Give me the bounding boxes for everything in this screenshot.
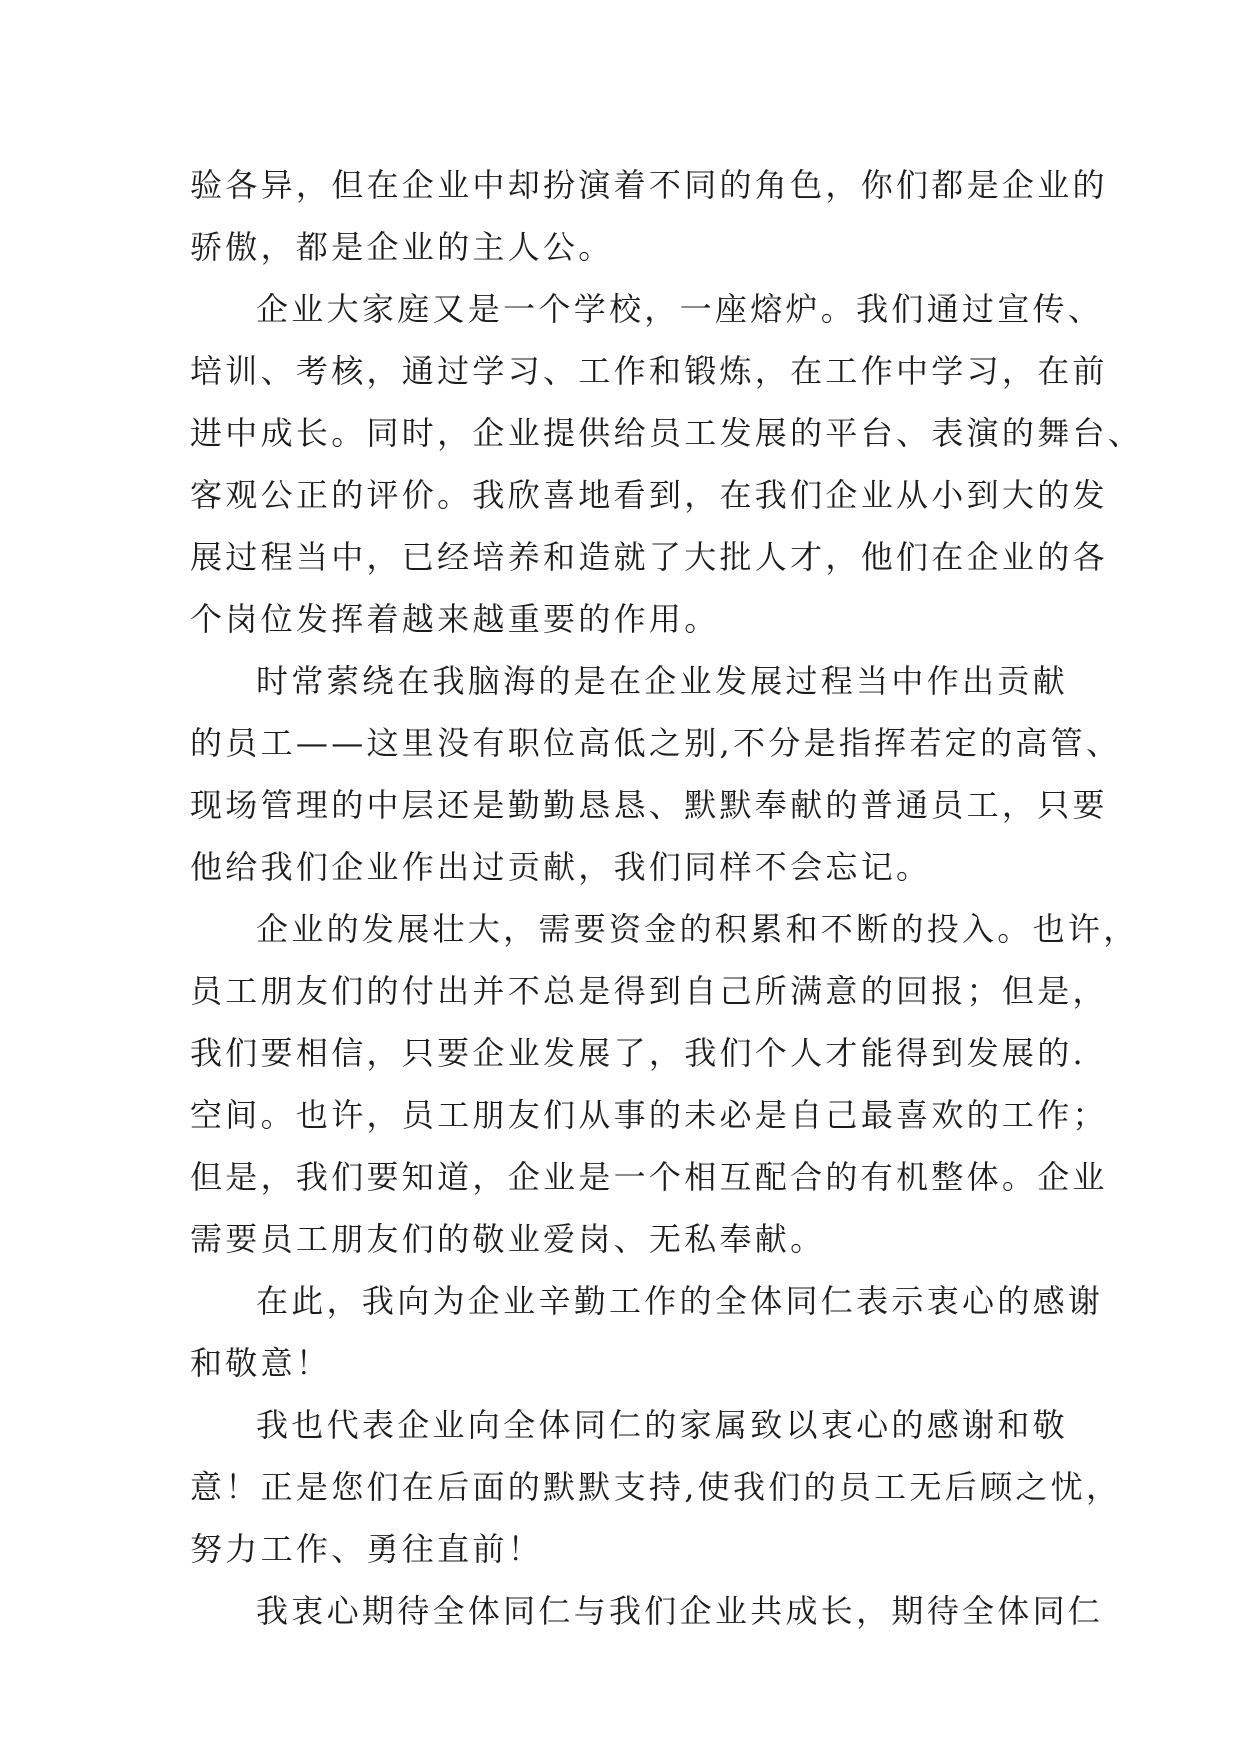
text-line: 的员工——这里没有职位高低之别,不分是指挥若定的高管、: [190, 724, 1122, 762]
paragraph-first-line: 企业大家庭又是一个学校，一座熔炉。我们通过宣传、: [256, 290, 1104, 328]
paragraph-first-line: 我衷心期待全体同仁与我们企业共成长，期待全体同仁: [256, 1592, 1104, 1630]
text-line: 我们要相信，只要企业发展了，我们个人才能得到发展的.: [190, 1034, 1086, 1072]
paragraph-first-line: 企业的发展壮大，需要资金的积累和不断的投入。也许，: [256, 910, 1139, 948]
text-line: 现场管理的中层还是勤勤恳恳、默默奉献的普通员工，只要: [190, 786, 1108, 824]
text-line: 展过程当中，已经培养和造就了大批人才，他们在企业的各: [190, 538, 1108, 576]
document-body: [190, 154, 1144, 1642]
text-line: 进中成长。同时，企业提供给员工发展的平台、表演的舞台、: [190, 414, 1144, 452]
text-line: 空间。也许，员工朋友们从事的未必是自己最喜欢的工作；: [190, 1096, 1108, 1134]
text-line: 培训、考核，通过学习、工作和锻炼，在工作中学习，在前: [190, 352, 1108, 390]
paragraph-first-line: 时常萦绕在我脑海的是在企业发展过程当中作出贡献: [256, 662, 1068, 700]
text-line: 验各异，但在企业中却扮演着不同的角色，你们都是企业的: [190, 166, 1108, 204]
text-line: 个岗位发挥着越来越重要的作用。: [190, 600, 720, 638]
text-line: 意！正是您们在后面的默默支持,使我们的员工无后顾之忧，: [190, 1468, 1122, 1506]
text-line: 他给我们企业作出过贡献，我们同样不会忘记。: [190, 848, 932, 886]
text-line: 但是，我们要知道，企业是一个相互配合的有机整体。企业: [190, 1158, 1108, 1196]
text-line: 员工朋友们的付出并不总是得到自己所满意的回报；但是，: [190, 972, 1108, 1010]
text-line: 和敬意！: [190, 1344, 332, 1382]
paragraph-first-line: 我也代表企业向全体同仁的家属致以衷心的感谢和敬: [256, 1406, 1068, 1444]
text-line: 需要员工朋友们的敬业爱岗、无私奉献。: [190, 1220, 826, 1258]
paragraph-first-line: 在此，我向为企业辛勤工作的全体同仁表示衷心的感谢: [256, 1282, 1104, 1320]
text-line: 努力工作、勇往直前！: [190, 1530, 544, 1568]
text-line: 骄傲，都是企业的主人公。: [190, 228, 614, 266]
text-line: 客观公正的评价。我欣喜地看到，在我们企业从小到大的发: [190, 476, 1108, 514]
